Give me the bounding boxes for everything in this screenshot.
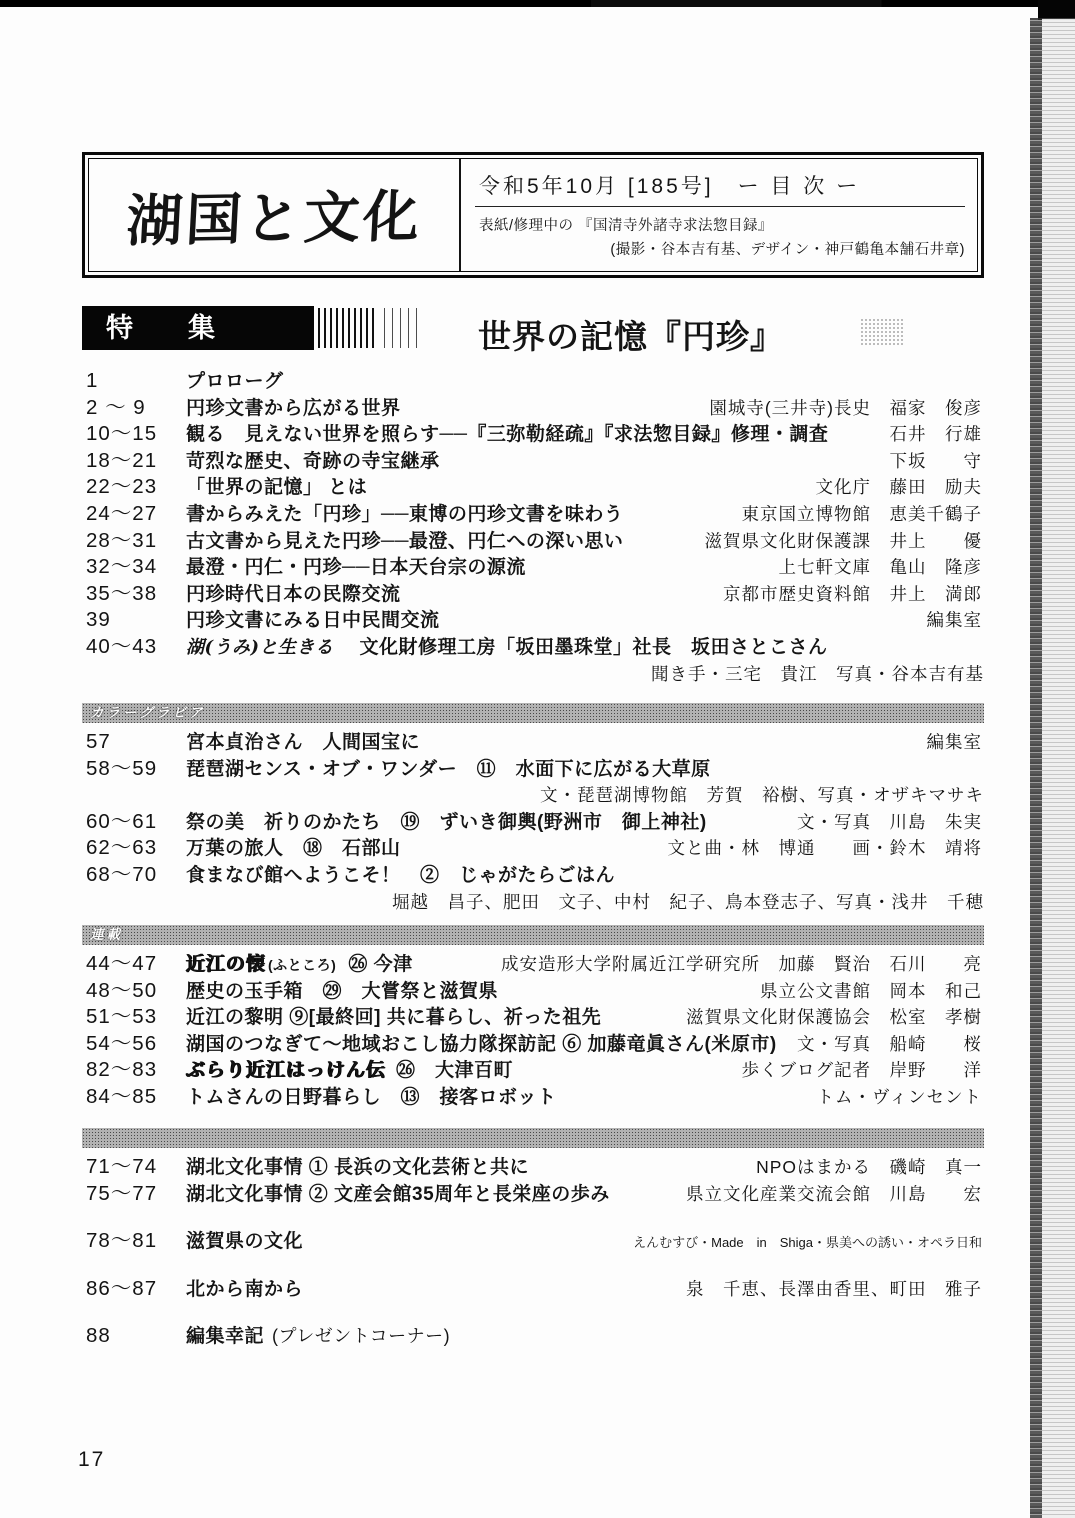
entry-title (186, 422, 828, 449)
toc-row (82, 1057, 984, 1084)
entry-title-small: (ふところ) (268, 957, 337, 973)
entry-credit: 県立文化産業交流会館 川島 宏 (686, 1183, 982, 1204)
page-range: 84〜85 (86, 1084, 158, 1108)
entry-title-main: 書からみえた「円珍」──東博の円珍文書を味わう (186, 503, 624, 525)
page-range: 44〜47 (86, 952, 158, 975)
entry-title-main: 円珍文書から広がる世界 (186, 397, 401, 419)
toc-row (82, 634, 984, 661)
entry-credit-below: 堀越 昌子、肥田 文子、中村 紀子、鳥本登志子、写真・浅井 千穂 (392, 891, 984, 912)
entry-title-main: 古文書から見えた円珍──最澄、円仁への深い思い (186, 530, 624, 552)
scan-artifact-corner (1038, 0, 1075, 20)
toc-row (82, 835, 984, 862)
toc-row (82, 395, 984, 422)
toc-row (82, 607, 984, 634)
toc-row (82, 1031, 984, 1058)
entry-title (186, 1005, 601, 1032)
entry-title (186, 979, 498, 1006)
entry-title-main: 琵琶湖センス・オブ・ワンダー ⑪ 水面下に広がる大草原 (186, 758, 711, 780)
toc-row (82, 951, 984, 978)
entry-credit: 園城寺(三井寺)長史 福家 俊彦 (709, 397, 982, 418)
toc-row (82, 1004, 984, 1031)
page-range: 1 (86, 369, 99, 392)
entry-title-main: 近江の黎明 ⑨[最終回] 共に暮らし、祈った祖先 (186, 1007, 602, 1029)
page-range: 18〜21 (86, 448, 158, 472)
toc-row (82, 554, 984, 581)
entry-title-main: ㉖ 今津 (348, 954, 413, 975)
entry-title-main: 宮本貞治さん 人間国宝に (186, 732, 421, 753)
entry-title-main: トムさんの日野暮らし ⑬ 接客ロボット (186, 1086, 557, 1108)
section-bar-label (82, 1130, 90, 1145)
toc-row (82, 1084, 984, 1111)
page-range: 40〜43 (86, 634, 158, 658)
page-range: 39 (86, 608, 111, 632)
entry-title (186, 369, 284, 396)
masthead-inner-frame (88, 158, 978, 272)
toc-row (82, 1276, 984, 1303)
section-bar-label: 連載 (90, 927, 123, 942)
entry-title-strong: ぶらり近江はっけん伝 (186, 1060, 387, 1082)
toc-row (82, 756, 984, 783)
cover-description: 表紙/修理中の 『国清寺外諸寺求法惣目録』 (479, 218, 774, 234)
entry-credit: トム・ヴィンセント (816, 1086, 982, 1107)
toc-section-2 (82, 925, 984, 1111)
entry-title (186, 608, 440, 635)
toc-row (82, 528, 984, 555)
entry-credit: えんむすび・Made in Shiga・県美への誘い・オペラ日和 (633, 1235, 982, 1251)
section-bar (82, 1128, 984, 1148)
entry-title-main: 観る 見えない世界を照らす──『三弥勒経疏』『求法惣目録』修理・調査 (186, 424, 829, 446)
section-rows (82, 368, 984, 687)
toc-row (82, 1323, 984, 1350)
entry-title (186, 555, 526, 582)
toc-section-1 (82, 703, 984, 915)
entry-title (186, 396, 401, 423)
entry-credit: 文・写真 川島 朱実 (797, 811, 982, 832)
page-range: 24〜27 (86, 501, 158, 525)
entry-title (186, 757, 711, 784)
entry-title-main: ㉖ 大津百町 (396, 1060, 514, 1082)
entry-credit: 滋賀県文化財保護協会 松室 孝樹 (686, 1007, 982, 1028)
entry-title-main: 苛烈な歴史、奇跡の寺宝継承 (186, 450, 440, 472)
entry-title-main: 編集幸記 (186, 1326, 265, 1348)
feature-section-label (82, 306, 314, 350)
entry-title (186, 529, 623, 556)
page-range: 35〜38 (86, 581, 158, 605)
entry-title (186, 635, 828, 662)
toc-section-0 (82, 368, 984, 687)
stripes-decoration (318, 308, 376, 348)
page-range: 68〜70 (86, 862, 158, 886)
toc-row (82, 474, 984, 501)
section-bar (82, 703, 984, 723)
entry-credit: 文化庁 藤田 励夫 (815, 477, 982, 498)
entry-title-suffix: (プレゼントコーナー) (272, 1326, 451, 1347)
scan-artifact-top-edge (0, 0, 1075, 7)
stripes-decoration-sparse (384, 308, 418, 348)
scan-artifact-right-edge (1042, 18, 1075, 1518)
entry-title (186, 449, 440, 476)
section-bar-label: カラーグラビア (90, 705, 206, 720)
entry-credit: 県立公文書館 岡本 和己 (760, 980, 982, 1001)
scan-artifact-binding-shadow (1030, 18, 1042, 1518)
entry-title-strong: 近江の懐 (186, 954, 267, 975)
entry-title (186, 1058, 513, 1085)
entry-title-main: 「世界の記憶」 とは (186, 477, 368, 499)
entry-title-main: プロローグ (186, 371, 284, 392)
toc-row (82, 809, 984, 836)
page-range: 2 〜 9 (86, 395, 146, 419)
toc-row (82, 448, 984, 475)
entry-title-main: 円珍文書にみる日中民間交流 (186, 610, 440, 632)
page-range: 32〜34 (86, 555, 158, 579)
entry-title (186, 502, 623, 529)
page-range: 62〜63 (86, 836, 158, 860)
toc-section-3 (82, 1128, 984, 1350)
entry-title-main: 歴史の玉手箱 ㉙ 大嘗祭と滋賀県 (186, 980, 499, 1002)
entry-credit: 滋賀県文化財保護課 井上 優 (704, 530, 982, 551)
entry-title (186, 952, 413, 979)
entry-credit: 東京国立博物館 恵美千鶴子 (741, 503, 982, 524)
entry-title (186, 475, 367, 502)
entry-title-main: 最澄・円仁・円珍──日本天台宗の源流 (186, 557, 526, 579)
entry-title (186, 1032, 777, 1059)
cover-credit: (撮影・谷本吉有基、デザイン・神戸鶴亀本舗石井章) (610, 242, 965, 258)
entry-credit: NPOはまかる 磯崎 真一 (756, 1157, 982, 1177)
entry-title (186, 1323, 450, 1351)
toc-row (82, 501, 984, 528)
entry-title (186, 1155, 529, 1182)
feature-title: 世界の記憶『円珍』 (478, 318, 784, 355)
entry-title-main: 湖国のつなぎて〜地域おこし協力隊探訪記 ⑥ 加藤竜眞さん(米原市) (186, 1033, 777, 1055)
entry-credit: 歩くブログ記者 岸野 洋 (741, 1060, 982, 1081)
page-range: 22〜23 (86, 475, 158, 499)
toc-row (82, 729, 984, 756)
entry-credit: 文と曲・林 博通 画・鈴木 靖将 (667, 838, 982, 859)
toc-row (82, 1228, 984, 1255)
page-range: 57 (86, 730, 111, 753)
toc-row (82, 978, 984, 1005)
entry-credit: 石井 行雄 (889, 424, 982, 445)
section-bar (82, 925, 984, 945)
page-number: 17 (78, 1448, 106, 1471)
entry-title (186, 836, 401, 863)
entry-title (186, 1182, 610, 1209)
entry-title (186, 730, 420, 757)
page-range: 60〜61 (86, 809, 158, 833)
entry-credit: 上七軒文庫 亀山 隆彦 (778, 557, 982, 578)
page-range: 58〜59 (86, 756, 158, 780)
page-range: 78〜81 (86, 1229, 158, 1253)
page-range: 54〜56 (86, 1031, 158, 1055)
section-rows (82, 1154, 984, 1350)
entry-credit: 成安造形大学附属近江学研究所 加藤 賢治 石川 亮 (501, 954, 982, 974)
entry-title (186, 1085, 557, 1112)
entry-credit-below: 聞き手・三宅 貴江 写真・谷本吉有基 (651, 663, 984, 684)
toc-row (82, 421, 984, 448)
entry-title-main: 滋賀県の文化 (186, 1231, 304, 1253)
entry-credit: 下坂 守 (889, 450, 982, 471)
toc-row (82, 368, 984, 395)
entry-credit-below: 文・琵琶湖博物館 芳賀 裕樹、写真・オザキマサキ (540, 785, 984, 806)
page-range: 51〜53 (86, 1005, 158, 1029)
entry-credit: 文・写真 船崎 桜 (797, 1033, 982, 1054)
entry-title (186, 1277, 303, 1304)
entry-title-main: 文化財修理工房「坂田墨珠堂」社長 坂田さとこさん (359, 636, 828, 658)
entry-title-main: 祭の美 祈りのかたち ⑲ ずいき御輿(野洲市 御上神社) (186, 811, 707, 833)
toc-row (82, 581, 984, 608)
masthead-divider-rule (475, 206, 965, 207)
entry-credit: 編集室 (926, 732, 982, 752)
toc-row (82, 1181, 984, 1208)
page-range: 48〜50 (86, 978, 158, 1002)
page-range: 71〜74 (86, 1155, 158, 1178)
section-rows (82, 951, 984, 1111)
entry-credit: 編集室 (926, 610, 982, 631)
entry-title-main: 円珍時代日本の民際交流 (186, 583, 401, 605)
page-range: 82〜83 (86, 1058, 158, 1082)
masthead-box (82, 152, 984, 278)
halftone-decoration (860, 318, 904, 346)
entry-title (186, 810, 707, 837)
entry-title-main: 湖北文化事情 ① 長浜の文化芸術と共に (186, 1157, 530, 1178)
page-range: 10〜15 (86, 422, 158, 446)
page-range: 86〜87 (86, 1276, 158, 1300)
page-range: 88 (86, 1324, 111, 1348)
page-range: 75〜77 (86, 1181, 158, 1205)
issue-title-line: 令和5年10月 [185号] ー 目 次 ー (479, 175, 861, 198)
toc-row (82, 862, 984, 889)
entry-title-main: 北から南から (186, 1278, 304, 1300)
entry-title (186, 1229, 303, 1256)
entry-title-brush: 湖(うみ)と生きる (186, 636, 334, 658)
page-range: 28〜31 (86, 528, 158, 552)
entry-credit: 泉 千恵、長澤由香里、町田 雅子 (686, 1278, 982, 1299)
entry-title-main: 万葉の旅人 ⑱ 石部山 (186, 838, 401, 860)
entry-title-main: 食まなび館へようこそ！ ② じゃがたらごはん (186, 864, 616, 886)
magazine-logo: 湖国と文化 (124, 183, 424, 255)
masthead-info (461, 159, 977, 271)
toc-row (82, 1154, 984, 1181)
entry-credit: 京都市歴史資料館 井上 満郎 (723, 583, 982, 604)
entry-title (186, 863, 615, 890)
entry-title-main: 湖北文化事情 ② 文産会館35周年と長栄座の歩み (186, 1183, 610, 1205)
entry-title (186, 582, 401, 609)
magazine-logo-cell (89, 159, 461, 271)
feature-label-text: 特 集 (106, 313, 229, 343)
section-rows (82, 729, 984, 915)
